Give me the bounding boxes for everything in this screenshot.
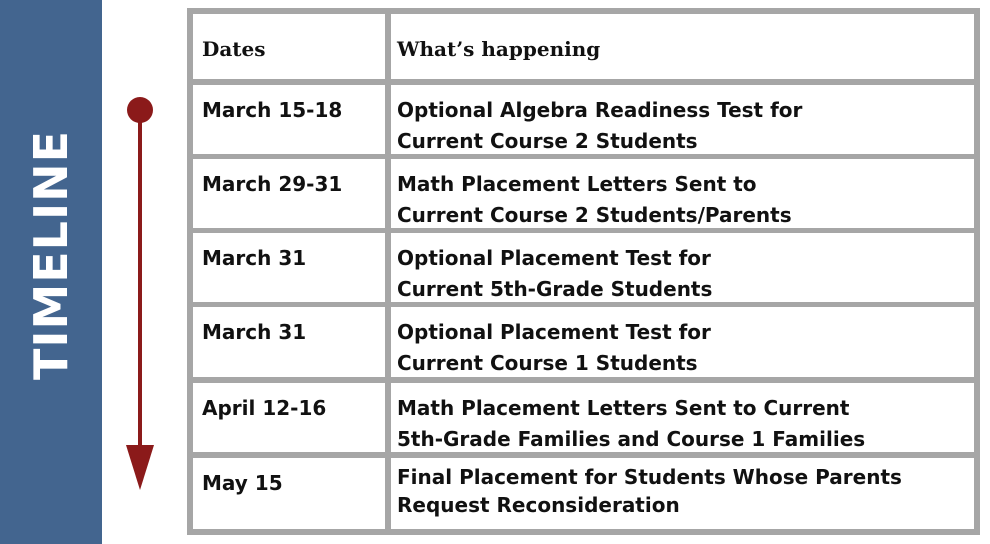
row-4-event-line-1: Optional Placement Test for — [397, 320, 711, 344]
header-dates: Dates — [193, 14, 385, 79]
header-whats-happening: What’s happening — [391, 14, 974, 79]
row-5-date: April 12-16 — [193, 383, 385, 452]
row-3-date: March 31 — [193, 233, 385, 302]
timeline-label: TIMELINE — [24, 129, 78, 381]
row-4-date: March 31 — [193, 307, 385, 377]
row-1-event-line-1: Optional Algebra Readiness Test for — [397, 98, 803, 122]
row-5-event-line-1: Math Placement Letters Sent to Current — [397, 396, 850, 420]
row-3-event-line-2: Current 5th-Grade Students — [397, 277, 713, 301]
row-1-date: March 15-18 — [193, 85, 385, 154]
row-2-date: March 29-31 — [193, 159, 385, 228]
timeline-sidebar — [0, 0, 102, 544]
row-1-event — [391, 85, 974, 154]
row-2-event-line-2: Current Course 2 Students/Parents — [397, 203, 792, 227]
row-3-event — [391, 233, 974, 302]
row-2-event — [391, 159, 974, 228]
row-6-event — [391, 458, 974, 529]
row-6-date: May 15 — [193, 458, 385, 529]
row-6-event-line-2: Request Reconsideration — [397, 493, 680, 517]
row-1-event-line-2: Current Course 2 Students — [397, 129, 698, 153]
row-6-event-line-1: Final Placement for Students Whose Parents — [397, 465, 902, 489]
timeline-arrow-icon — [120, 90, 164, 500]
row-2-event-line-1: Math Placement Letters Sent to — [397, 172, 757, 196]
timeline-table — [187, 8, 980, 535]
row-5-event — [391, 383, 974, 452]
row-4-event-line-2: Current Course 1 Students — [397, 351, 698, 375]
row-4-event — [391, 307, 974, 377]
row-3-event-line-1: Optional Placement Test for — [397, 246, 711, 270]
row-5-event-line-2: 5th-Grade Families and Course 1 Families — [397, 427, 866, 451]
